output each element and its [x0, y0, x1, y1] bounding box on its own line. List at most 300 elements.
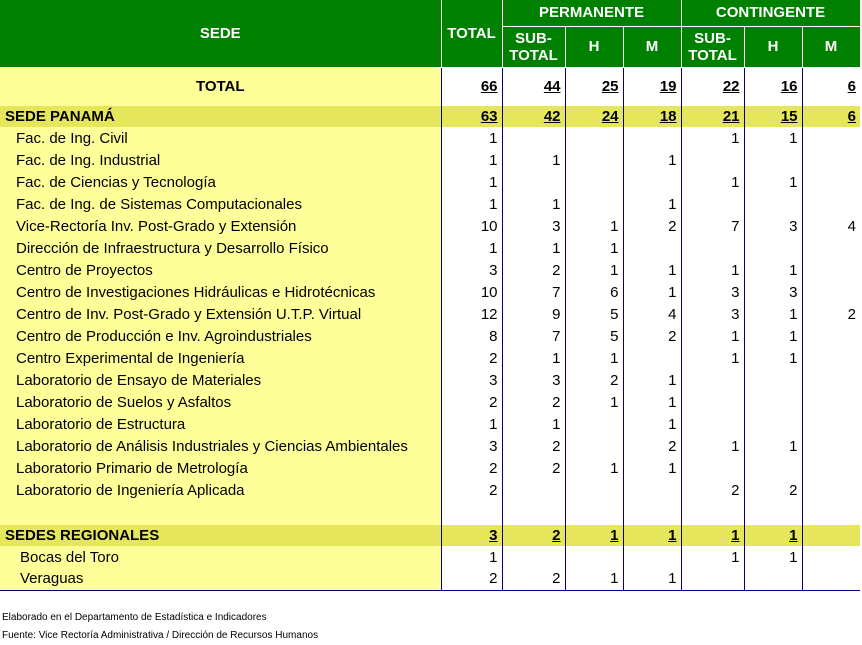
table-row-value-text: 3 — [489, 437, 498, 455]
table-row-value — [502, 149, 565, 171]
table-row-value — [441, 281, 502, 303]
table-row-value-text: 2 — [668, 327, 677, 345]
table-row-label: Centro de Producción e Inv. Agroindustriales — [0, 325, 441, 347]
table-row-value — [565, 259, 623, 281]
table-row-value — [623, 391, 681, 413]
sede-panama-row-value — [681, 106, 744, 127]
sedes-regionales-row-value-text[interactable]: 3 — [489, 527, 498, 544]
table-row-value — [744, 259, 802, 281]
table-row — [0, 193, 860, 215]
table-row-value — [441, 568, 502, 590]
table-row-value — [802, 259, 860, 281]
table-row-value — [802, 546, 860, 568]
spacer-row-value — [502, 501, 565, 525]
table-row-value — [502, 413, 565, 435]
table-row-value-text: 12 — [480, 305, 498, 323]
table-row-value — [441, 546, 502, 568]
sedes-regionales-row — [0, 525, 860, 546]
table-row-label: Laboratorio de Análisis Industriales y Ciencias Ambientales — [0, 435, 441, 457]
table-row-value — [502, 391, 565, 413]
table-row-value-text: 2 — [668, 437, 677, 455]
spacer-row-value — [802, 501, 860, 525]
table-row-value-text: 1 — [789, 327, 798, 345]
total-row-value-text[interactable]: 44 — [543, 78, 561, 96]
table-row-value-text: 1 — [731, 261, 740, 279]
table-row-label: Centro de Proyectos — [0, 259, 441, 281]
table-row-value-text: 1 — [668, 283, 677, 301]
sedes-regionales-row-value-text[interactable]: 1 — [610, 527, 619, 544]
table-row-value — [441, 391, 502, 413]
sede-panama-row-value — [565, 106, 623, 127]
table-row-label: Laboratorio de Ingeniería Aplicada — [0, 479, 441, 501]
table-row — [0, 171, 860, 193]
table-row — [0, 149, 860, 171]
table-row-value — [565, 413, 623, 435]
table-row-value — [441, 149, 502, 171]
table-row-value — [441, 325, 502, 347]
table-row-value — [802, 457, 860, 479]
spacer-row-value — [681, 501, 744, 525]
table-row-value — [565, 391, 623, 413]
table-row-value-text: 1 — [731, 173, 740, 191]
sedes-regionales-row-value-text[interactable]: 2 — [552, 527, 561, 544]
table-row-label: Fac. de Ing. Industrial — [0, 149, 441, 171]
total-row-value-text[interactable]: 22 — [722, 78, 740, 96]
total-row-value-text[interactable]: 6 — [847, 78, 856, 96]
table-row-value — [744, 413, 802, 435]
table-row-value — [623, 237, 681, 259]
table-row-value — [681, 413, 744, 435]
table-row-value-text: 2 — [552, 459, 561, 477]
spacer-row-value — [744, 501, 802, 525]
table-row-value — [502, 171, 565, 193]
table-row-value — [502, 193, 565, 215]
table-row-value — [441, 237, 502, 259]
table-row-value-text: 1 — [789, 437, 798, 455]
table-row-value-text: 1 — [668, 371, 677, 389]
table-row-value-text: 3 — [552, 371, 561, 389]
table-row-value — [565, 127, 623, 149]
table-row — [0, 303, 860, 325]
sedes-regionales-row-value — [802, 525, 860, 546]
table-row-value-text: 1 — [789, 173, 798, 191]
sede-panama-row-value-text[interactable]: 63 — [480, 108, 498, 125]
spacer-row-value — [623, 501, 681, 525]
table-row-value — [502, 281, 565, 303]
table-row-value — [502, 237, 565, 259]
table-row-value-text: 1 — [552, 415, 561, 433]
table-row-value-text: 1 — [668, 195, 677, 213]
table-row-value-text: 1 — [789, 548, 798, 566]
table-row-value-text: 9 — [552, 305, 561, 323]
sedes-regionales-row-value-text[interactable]: 1 — [731, 527, 740, 544]
table-row-value — [565, 369, 623, 391]
table-row-value — [681, 435, 744, 457]
table-row-value — [502, 347, 565, 369]
table-row-value — [565, 325, 623, 347]
header-permanente: PERMANENTE — [502, 0, 681, 26]
table-row-value — [744, 149, 802, 171]
table-row-value-text: 3 — [789, 217, 798, 235]
sede-panama-row — [0, 106, 860, 127]
table-row-value — [623, 259, 681, 281]
table-row-value — [681, 215, 744, 237]
table-row — [0, 479, 860, 501]
table-row-value — [744, 281, 802, 303]
table-row-value-text: 1 — [731, 129, 740, 147]
table-row-value-text: 10 — [480, 217, 498, 235]
table-row-label: Bocas del Toro — [0, 546, 441, 568]
table-row-value — [802, 171, 860, 193]
table-row-value — [623, 568, 681, 590]
spacer-row-value — [565, 501, 623, 525]
table-row-value-text: 1 — [731, 437, 740, 455]
table-row-value — [744, 303, 802, 325]
sede-panama-row-value — [502, 106, 565, 127]
header-total: TOTAL — [441, 0, 502, 67]
table-row-value — [802, 568, 860, 590]
table-row-value — [441, 259, 502, 281]
table-row-label: Fac. de Ciencias y Tecnología — [0, 171, 441, 193]
total-row-value-text[interactable]: 16 — [780, 78, 798, 96]
total-row-value-text[interactable]: 25 — [601, 78, 619, 96]
table-row-value — [502, 369, 565, 391]
table-row-value-text: 1 — [489, 173, 498, 191]
table-row-value-text: 10 — [480, 283, 498, 301]
table-row-value — [802, 391, 860, 413]
header-contingente: CONTINGENTE — [681, 0, 860, 26]
table-row-value — [681, 457, 744, 479]
table-row-value-text: 1 — [789, 129, 798, 147]
sede-panama-row-value-text[interactable]: 21 — [722, 108, 740, 125]
table-row-value — [441, 303, 502, 325]
table-row-label: Laboratorio Primario de Metrología — [0, 457, 441, 479]
table-row-value-text: 1 — [610, 393, 619, 411]
total-row-value — [623, 67, 681, 106]
table-row-value-text: 3 — [731, 305, 740, 323]
table-row-value — [502, 325, 565, 347]
total-row-value-text[interactable]: 66 — [480, 78, 498, 96]
footer-source: Fuente: Vice Rectoría Administrativa / Dirección de Recursos Humanos — [2, 630, 319, 641]
total-row — [0, 67, 860, 106]
total-row-value — [565, 67, 623, 106]
table-row-value — [623, 479, 681, 501]
table-row-value — [623, 457, 681, 479]
sedes-regionales-row-value — [744, 525, 802, 546]
total-row-value — [441, 67, 502, 106]
table-row-value-text: 1 — [489, 548, 498, 566]
table-row-value — [802, 435, 860, 457]
sede-panama-row-value — [744, 106, 802, 127]
table-row-value — [681, 259, 744, 281]
table-row-value — [565, 457, 623, 479]
table-row-value-text: 3 — [552, 217, 561, 235]
table-row-value — [744, 568, 802, 590]
sedes-regionales-row-value — [565, 525, 623, 546]
table-row-value-text: 2 — [847, 305, 856, 323]
table-row-value-text: 3 — [489, 371, 498, 389]
table-row-value — [744, 347, 802, 369]
table-row-value — [565, 479, 623, 501]
table-row-value — [744, 435, 802, 457]
table-row-value — [681, 171, 744, 193]
table-row-value-text: 2 — [610, 371, 619, 389]
table-row-value — [681, 568, 744, 590]
table-row-value — [802, 479, 860, 501]
total-row-value — [744, 67, 802, 106]
table-row-value-text: 5 — [610, 305, 619, 323]
table-row-value-text: 1 — [668, 459, 677, 477]
table-row-value-text: 1 — [789, 261, 798, 279]
table-row-value — [441, 193, 502, 215]
table-row-value-text: 1 — [668, 261, 677, 279]
sedes-regionales-row-value-text[interactable]: 1 — [668, 527, 677, 544]
table-row-value-text: 1 — [668, 393, 677, 411]
header-contingente-m: M — [802, 26, 860, 67]
table-row-label: Laboratorio de Estructura — [0, 413, 441, 435]
table-row-value-text: 1 — [731, 548, 740, 566]
table-row-value-text: 1 — [610, 261, 619, 279]
table-row-value — [441, 347, 502, 369]
total-row-label: TOTAL — [0, 67, 441, 106]
table-row-label: Fac. de Ing. Civil — [0, 127, 441, 149]
table-row-value — [681, 347, 744, 369]
table-row-value — [441, 435, 502, 457]
spacer-row-label — [0, 501, 441, 525]
table-row-value-text: 1 — [489, 415, 498, 433]
table-row-value — [802, 237, 860, 259]
table-row-value-text: 2 — [489, 459, 498, 477]
table-row-value-text: 1 — [552, 195, 561, 213]
table-row-value-text: 7 — [552, 283, 561, 301]
table-row-value-text: 1 — [552, 239, 561, 257]
table-row-value — [681, 391, 744, 413]
table-row — [0, 127, 860, 149]
table-row-value — [744, 325, 802, 347]
table-row-value-text: 6 — [610, 283, 619, 301]
table-row-value-text: 1 — [731, 327, 740, 345]
sede-panama-row-value-text[interactable]: 15 — [780, 108, 798, 125]
total-row-value — [681, 67, 744, 106]
table-row-value-text: 1 — [610, 349, 619, 367]
table-row-label: Vice-Rectoría Inv. Post-Grado y Extensión — [0, 215, 441, 237]
table-row-label: Veraguas — [0, 568, 441, 590]
table-row-value — [744, 457, 802, 479]
table-row-label: Laboratorio de Suelos y Asfaltos — [0, 391, 441, 413]
table-row-value — [623, 325, 681, 347]
table-row-value-text: 4 — [668, 305, 677, 323]
table-row-value — [802, 303, 860, 325]
table-row-label: Centro de Inv. Post-Grado y Extensión U.T.P. Virtual — [0, 303, 441, 325]
table-row-value — [502, 215, 565, 237]
table-row-value — [623, 149, 681, 171]
spacer-row-value — [441, 501, 502, 525]
table-row-value-text: 2 — [489, 481, 498, 499]
table-row-value-text: 1 — [610, 239, 619, 257]
table-row-value — [623, 303, 681, 325]
table-row-value — [441, 413, 502, 435]
table-row-value — [744, 215, 802, 237]
table-row — [0, 546, 860, 568]
table-row — [0, 391, 860, 413]
table-row-value — [441, 369, 502, 391]
sedes-regionales-row-value — [681, 525, 744, 546]
table-row-value-text: 2 — [668, 217, 677, 235]
sede-panama-row-value-text[interactable]: 42 — [543, 108, 561, 125]
table-row-value-text: 1 — [668, 570, 677, 588]
table-row-value — [623, 127, 681, 149]
table-row-value — [744, 369, 802, 391]
sede-panama-row-value — [623, 106, 681, 127]
table-row-value — [502, 568, 565, 590]
table-row-value — [681, 149, 744, 171]
table-row — [0, 457, 860, 479]
table-row-value — [565, 303, 623, 325]
table-row-value — [623, 435, 681, 457]
table-row-value-text: 7 — [552, 327, 561, 345]
table-row-value — [681, 479, 744, 501]
table-row-value — [681, 369, 744, 391]
table-row-value — [502, 303, 565, 325]
sedes-regionales-row-value-text[interactable]: 1 — [789, 527, 798, 544]
table-row-value — [802, 413, 860, 435]
header-contingente-h: H — [744, 26, 802, 67]
table-row-value — [681, 546, 744, 568]
total-row-value-text[interactable]: 19 — [659, 78, 677, 96]
table-row-value-text: 1 — [552, 151, 561, 169]
header-permanente-subtotal: SUB- TOTAL — [502, 26, 565, 67]
table-row-value — [802, 369, 860, 391]
table-row — [0, 347, 860, 369]
sede-panama-row-value — [802, 106, 860, 127]
table-row-value — [623, 413, 681, 435]
table-row-value — [802, 149, 860, 171]
table-row-value — [623, 171, 681, 193]
table-row-value — [744, 127, 802, 149]
table-row-value-text: 2 — [552, 570, 561, 588]
spacer-row — [0, 501, 860, 525]
table-row — [0, 259, 860, 281]
table-row-value — [441, 215, 502, 237]
table-row-value — [744, 237, 802, 259]
table-row-label: Fac. de Ing. de Sistemas Computacionales — [0, 193, 441, 215]
table-row-label: Centro de Investigaciones Hidráulicas e Hidrotécnicas — [0, 281, 441, 303]
table-row-value — [441, 127, 502, 149]
table-row-value — [623, 546, 681, 568]
table-row-value — [502, 435, 565, 457]
table-row-value-text: 1 — [731, 349, 740, 367]
table-row-value-text: 8 — [489, 327, 498, 345]
table-row-value — [744, 391, 802, 413]
sedes-regionales-row-value — [623, 525, 681, 546]
sedes-regionales-row-value — [441, 525, 502, 546]
table-row-value-text: 1 — [552, 349, 561, 367]
table-row-value — [744, 193, 802, 215]
table-row-value — [802, 281, 860, 303]
table-row-value-text: 2 — [489, 393, 498, 411]
table-row-value — [802, 127, 860, 149]
sede-panama-row-value-text[interactable]: 18 — [659, 108, 677, 125]
table-row-value-text: 4 — [847, 217, 856, 235]
table-row-value — [502, 259, 565, 281]
table-row-value — [623, 281, 681, 303]
table-row-value-text: 2 — [489, 349, 498, 367]
table-row-value-text: 2 — [489, 570, 498, 588]
table-row-label: Laboratorio de Ensayo de Materiales — [0, 369, 441, 391]
table-row-value — [565, 171, 623, 193]
table-row-value-text: 2 — [552, 437, 561, 455]
header-contingente-subtotal: SUB- TOTAL — [681, 26, 744, 67]
table-row-value-text: 1 — [489, 151, 498, 169]
sede-panama-row-value-text[interactable]: 24 — [601, 108, 619, 125]
table-row-value — [441, 479, 502, 501]
sedes-regionales-row-label: SEDES REGIONALES — [0, 525, 441, 546]
table-row-value-text: 1 — [610, 570, 619, 588]
header-sede: SEDE — [0, 0, 441, 67]
table-row-value — [681, 193, 744, 215]
table-row-value — [681, 237, 744, 259]
table-row-value — [502, 457, 565, 479]
sede-panama-row-value — [441, 106, 502, 127]
table-row-value — [802, 347, 860, 369]
table-row-value-text: 1 — [789, 305, 798, 323]
table-row-value — [681, 281, 744, 303]
table-row-value — [565, 347, 623, 369]
table-row-value-text: 1 — [489, 239, 498, 257]
table-row — [0, 237, 860, 259]
table-row-value — [623, 369, 681, 391]
table-row — [0, 325, 860, 347]
table-row-value — [502, 127, 565, 149]
table-row-value — [565, 149, 623, 171]
sede-panama-row-label: SEDE PANAMÁ — [0, 106, 441, 127]
table-row-value-text: 2 — [731, 481, 740, 499]
table-row-value — [802, 193, 860, 215]
header-permanente-h: H — [565, 26, 623, 67]
table-row-value-text: 2 — [552, 393, 561, 411]
table-row-value-text: 1 — [489, 129, 498, 147]
table-row-value — [802, 215, 860, 237]
table-row — [0, 281, 860, 303]
table-row — [0, 215, 860, 237]
sedes-regionales-row-value — [502, 525, 565, 546]
table-row-value-text: 5 — [610, 327, 619, 345]
table-row — [0, 435, 860, 457]
table-row-value — [441, 457, 502, 479]
table-row-value-text: 1 — [489, 195, 498, 213]
table-row-value — [681, 303, 744, 325]
sede-panama-row-value-text[interactable]: 6 — [847, 108, 856, 125]
table-row-value — [565, 193, 623, 215]
total-row-value — [802, 67, 860, 106]
table-row-label: Dirección de Infraestructura y Desarrollo Físico — [0, 237, 441, 259]
table-row-value — [744, 546, 802, 568]
table-row-value — [681, 325, 744, 347]
table-row-value — [802, 325, 860, 347]
table-row-value-text: 1 — [610, 459, 619, 477]
table-row-value-text: 1 — [668, 415, 677, 433]
table-row-value — [502, 546, 565, 568]
table-row — [0, 568, 860, 590]
table-row-value — [502, 479, 565, 501]
table-row-value-text: 7 — [731, 217, 740, 235]
table-row-value-text: 3 — [789, 283, 798, 301]
total-row-value — [502, 67, 565, 106]
table-row-value — [565, 215, 623, 237]
table-row-value-text: 2 — [552, 261, 561, 279]
table-row-label: Centro Experimental de Ingeniería — [0, 347, 441, 369]
table-row-value — [565, 237, 623, 259]
